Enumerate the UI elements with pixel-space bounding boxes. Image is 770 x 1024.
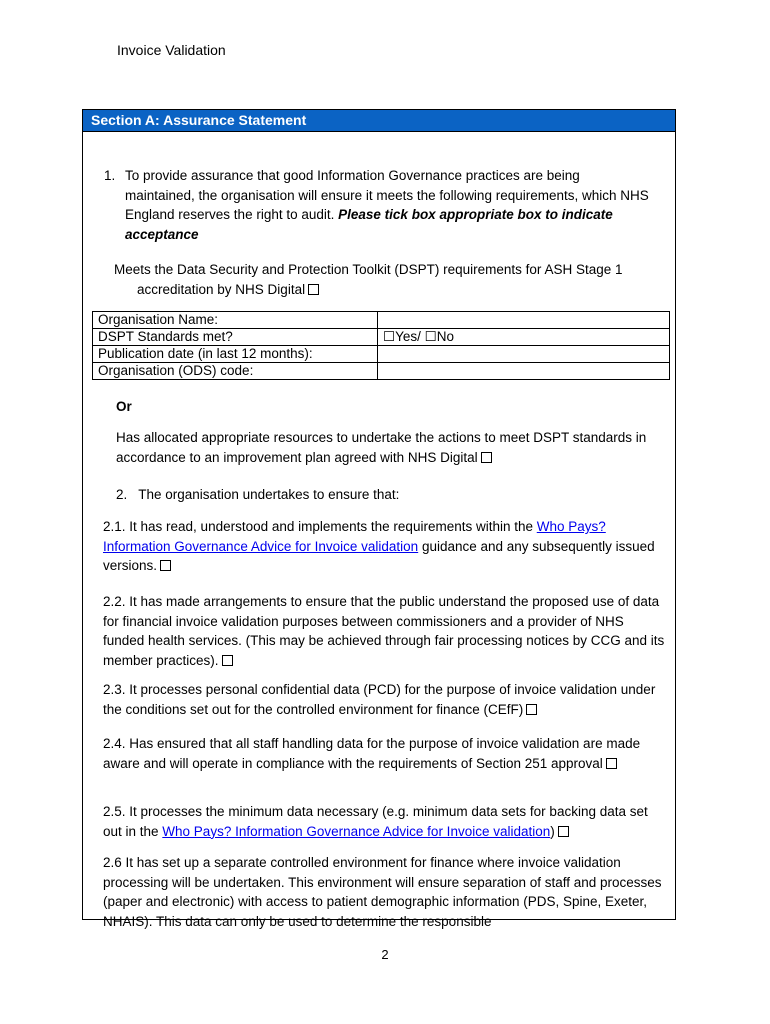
dspt-line-1: Meets the Data Security and Protection Toolkit (DSPT) requirements for ASH Stage 1 <box>114 262 623 277</box>
who-pays-link[interactable]: Who Pays? Information Governance Advice for Invoice validation <box>162 823 551 839</box>
table-value[interactable] <box>378 312 670 329</box>
sub-item-2-5-suffix: ) <box>550 823 555 839</box>
table-value[interactable]: ☐Yes/ ☐No <box>378 329 670 346</box>
sub-item-2-3-checkbox[interactable] <box>526 704 537 715</box>
sub-item-2-5 <box>103 802 665 841</box>
table-label: Organisation (ODS) code: <box>93 363 378 380</box>
table-label: Organisation Name: <box>93 312 378 329</box>
page-number: 2 <box>381 947 389 962</box>
sub-item-2-5-text: 2.5. It processes the minimum data necessary (e.g. minimum data sets for backing data set out in the <box>103 804 648 839</box>
organisation-table <box>92 311 670 380</box>
dspt-checkbox[interactable] <box>308 284 319 295</box>
table-row <box>93 346 670 363</box>
table-row <box>93 363 670 380</box>
or-label: Or <box>116 399 132 414</box>
table-row <box>93 312 670 329</box>
item-2-text: The organisation undertakes to ensure that: <box>138 487 400 502</box>
item-2 <box>116 485 399 505</box>
allocated-checkbox[interactable] <box>481 452 492 463</box>
sub-item-2-1 <box>103 517 665 576</box>
section-title: Section A: Assurance Statement <box>83 110 675 132</box>
document-header: Invoice Validation <box>117 42 226 58</box>
table-value[interactable] <box>378 346 670 363</box>
sub-item-2-6-text: 2.6 It has set up a separate controlled environment for finance where invoice validation processing will be undertaken. This environment will ensure separation of staff and processes (paper and electronic) with access to patient demographic information (PDS, Spine, Exeter, NHAIS). This data can only be used to determine the responsible <box>103 855 662 929</box>
sub-item-2-4-text: 2.4. Has ensured that all staff handling data for the purpose of invoice validation are made aware and will operate in compliance with the requirements of Section 251 approval <box>103 736 641 771</box>
sub-item-2-2-checkbox[interactable] <box>222 655 233 666</box>
dspt-line-2: accreditation by NHS Digital <box>137 281 306 297</box>
sub-item-2-1-checkbox[interactable] <box>160 560 171 571</box>
table-label: Publication date (in last 12 months): <box>93 346 378 363</box>
sub-item-2-6 <box>103 853 665 931</box>
sub-item-2-5-checkbox[interactable] <box>558 826 569 837</box>
table-row <box>93 329 670 346</box>
item-2-number: 2. <box>116 487 128 502</box>
item-1-number: 1. <box>104 168 116 183</box>
table-value[interactable] <box>378 363 670 380</box>
sub-item-2-3 <box>103 680 665 719</box>
item-1-emphasis: Please tick box appropriate box to indicate acceptance <box>125 207 613 242</box>
sub-item-2-3-text: 2.3. It processes personal confidential data (PCD) for the purpose of invoice validation under the conditions set out for the controlled environment for finance (CEfF) <box>103 682 656 717</box>
sub-item-2-2 <box>103 592 665 670</box>
item-1-text: To provide assurance that good Information Governance practices are being maintained, the organisation will ensure it meets the following requirements, which NHS England reserves the right to audit. <box>125 168 649 222</box>
table-label: DSPT Standards met? <box>93 329 378 346</box>
sub-item-2-1-suffix: guidance and any subsequently issued versions. <box>103 538 655 573</box>
sub-item-2-2-text: 2.2. It has made arrangements to ensure that the public understand the proposed use of data for financial invoice validation purposes between commissioners and a provider of NHS funded health services. (This may be achieved through fair processing notices by CCG and its member practices). <box>103 594 665 668</box>
who-pays-link[interactable]: Who Pays? Information Governance Advice for Invoice validation <box>103 519 606 554</box>
section-a-frame <box>82 109 676 929</box>
item-1 <box>104 166 649 244</box>
allocated-statement <box>116 428 671 467</box>
dspt-statement <box>114 260 664 299</box>
sub-item-2-1-text: 2.1. It has read, understood and implements the requirements within the <box>103 519 537 534</box>
sub-item-2-4 <box>103 734 665 773</box>
allocated-text: Has allocated appropriate resources to undertake the actions to meet DSPT standards in accordance to an improvement plan agreed with NHS Digital <box>116 430 647 465</box>
sub-item-2-4-checkbox[interactable] <box>606 758 617 769</box>
